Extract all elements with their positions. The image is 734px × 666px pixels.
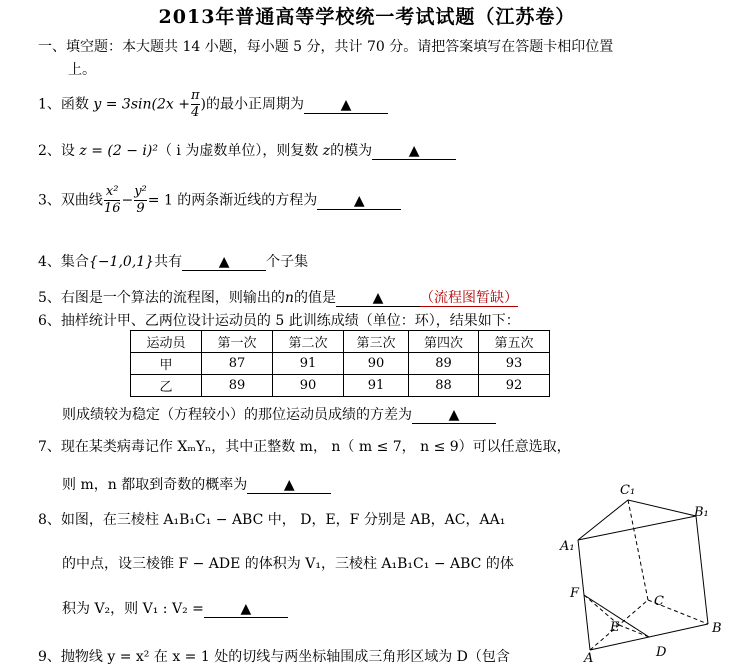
table-cell: 乙 [131,375,202,397]
table-cell: 93 [479,353,550,375]
q2-pre: 设 [60,143,75,159]
q5-number: 5、 [38,290,61,306]
q1-pre: 函数 [60,96,89,113]
question-6-follow [62,404,496,424]
q3-f2-top: y² [134,184,147,199]
q8-line3: 积为 V₂，则 V₁ : V₂ = [62,601,204,617]
q4-post: 个子集 [266,254,309,270]
q3-answer-blank: ▲ [317,194,401,210]
q7-answer-blank: ▲ [247,478,331,494]
table-header: 运动员 [131,331,202,353]
q9-line1: 抛物线 y = x² 在 x = 1 处的切线与两坐标轴围成三角形区域为 D（包含 [60,649,510,665]
section-text: 填空题：本大题共 14 小题，每小题 5 分，共计 70 分。请把答案填写在答题卡相印位置 [66,39,614,55]
table-header: 第四次 [409,331,479,353]
q4-mid: 共有 [154,254,183,270]
question-8-cont2 [62,598,288,618]
vertex-label-a: A [584,651,594,666]
question-8-cont: 的中点，设三棱锥 F − ADE 的体积为 V₁，三棱柱 A₁B₁C₁ − ABC 的体 [62,556,514,572]
table-cell: 89 [202,375,273,397]
question-4 [38,251,308,271]
q6-text: 抽样统计甲、乙两位设计运动员的 5 此训练成绩（单位：环），结果如下： [60,313,520,329]
q4-answer-blank: ▲ [182,255,266,271]
table-header: 第二次 [273,331,344,353]
vertex-label-a1: A₁ [560,539,575,554]
table-cell: 89 [409,353,479,375]
question-6 [38,310,520,330]
table-header: 第三次 [344,331,409,353]
page-title: 2013年普通高等学校统一考试试题（江苏卷） [158,6,576,28]
q4-number: 4、 [38,254,61,270]
q3-fraction-x [104,184,121,217]
q1-number: 1、 [38,96,61,113]
table-cell: 90 [273,375,344,397]
vertex-label-d: D [656,645,667,660]
q8-line1: 如图，在三棱柱 A₁B₁C₁ − ABC 中， D，E，F 分别是 AB，AC，AA₁ [60,512,506,528]
q8-answer-blank: ▲ [204,602,288,618]
q3-f2-bottom: 9 [136,201,145,216]
q1-post: )的最小正周期为 [200,96,304,113]
q1-expression: y = 3sin(2x + [93,96,190,113]
vertex-label-f: F [570,586,580,601]
q3-f1-bottom: 16 [103,201,121,216]
score-table [130,330,550,397]
question-1 [38,88,388,121]
vertex-label-e: E [610,620,620,635]
table-cell: 91 [273,353,344,375]
q6-answer-blank: ▲ [412,408,496,424]
table-cell: 甲 [131,353,202,375]
q1-frac-top: π [190,88,200,103]
table-header: 第一次 [202,331,273,353]
q5-note: （流程图暂缺） [419,290,518,306]
question-3 [38,184,401,217]
vertex-label-b: B [712,621,722,636]
table-cell: 87 [202,353,273,375]
q6-number: 6、 [38,313,61,329]
table-cell: 92 [479,375,550,397]
q5-post: 的值是 [293,290,336,306]
q2-mid: （ i 为虚数单位），则复数 [157,143,319,159]
q5-answer-blank: ▲ [336,291,420,307]
q3-minus: − [121,192,134,209]
section-header [38,36,613,56]
prism-figure [558,478,734,666]
question-9 [38,646,510,666]
q9-number: 9、 [38,649,61,665]
table-cell: 91 [344,375,409,397]
q4-pre: 集合 [60,254,89,270]
question-5 [38,287,518,307]
table-row [131,375,550,397]
table-cell: 90 [344,353,409,375]
q1-fraction [191,88,200,121]
q2-number: 2、 [38,143,61,159]
q5-pre: 右图是一个算法的流程图，则输出的 [60,290,285,306]
question-7-cont [62,474,331,494]
q3-number: 3、 [38,192,61,209]
table-cell: 88 [409,375,479,397]
table-header-row [131,331,550,353]
section-prefix: 一、 [38,39,66,55]
q3-fraction-y [134,184,147,217]
q1-answer-blank: ▲ [304,98,388,114]
q2-post: 的模为 [330,143,373,159]
q7-line2: 则 m，n 都取到奇数的概率为 [62,477,248,493]
q6-follow: 则成绩较为稳定（方程较小）的那位运动员成绩的方差为 [62,407,412,423]
question-8 [38,509,505,529]
q7-line1: 现在某类病毒记作 XₘYₙ，其中正整数 m， n（ m ≤ 7， n ≤ 9）可以任意选取， [60,439,571,455]
question-2 [38,140,456,160]
q5-var: n [284,290,294,306]
table-header: 第五次 [479,331,550,353]
q1-frac-bottom: 4 [191,105,200,120]
q8-number: 8、 [38,512,61,528]
vertex-label-b1: B₁ [694,505,709,520]
vertex-label-c1: C₁ [620,483,636,498]
table-row [131,353,550,375]
question-7 [38,436,571,456]
q2-answer-blank: ▲ [372,144,456,160]
q4-set: {−1,0,1} [88,254,155,270]
q3-post: = 1 的两条渐近线的方程为 [147,192,318,209]
section-header-cont: 上。 [68,62,96,78]
vertex-label-c: C [654,594,664,609]
q2-expression: z = (2 − i)² [79,143,158,159]
q3-f1-top: x² [105,184,119,199]
q7-number: 7、 [38,439,61,455]
q2-var: z [322,143,331,159]
q3-pre: 双曲线 [60,192,103,209]
